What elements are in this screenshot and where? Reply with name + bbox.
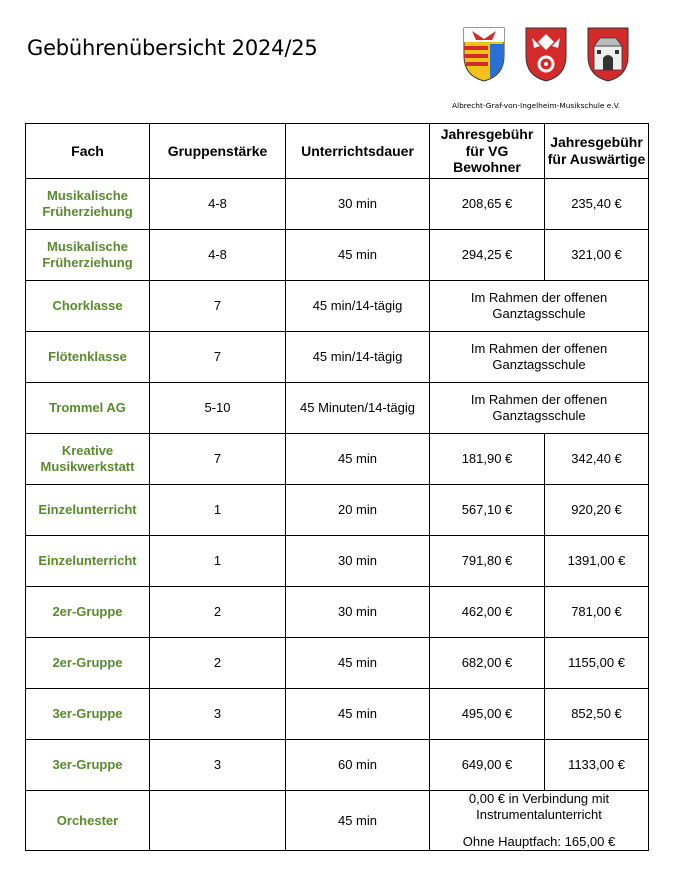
fach-cell: Musikalische Früherziehung [26,179,150,230]
gruppe-cell [150,791,286,851]
table-row [26,383,649,434]
fee-vg-cell: 791,80 € [430,536,545,587]
fee-vg-cell: 462,00 € [430,587,545,638]
dauer-cell: 30 min [286,587,430,638]
fee-ausw-cell: 235,40 € [545,179,649,230]
gruppe-cell: 2 [150,638,286,689]
table-body [26,179,649,851]
fach-cell: 3er-Gruppe [26,740,150,791]
fee-table [25,123,649,851]
fee-merged-cell: Im Rahmen der offenen Ganztagsschule [430,383,649,434]
gruppe-cell: 7 [150,332,286,383]
school-name: Albrecht-Graf-von-Ingelheim-Musikschule e.V. [452,101,621,110]
table-row [26,587,649,638]
header-fach: Fach [26,124,150,179]
table-row [26,638,649,689]
fee-ausw-cell: 920,20 € [545,485,649,536]
fee-vg-cell: 208,65 € [430,179,545,230]
orchester-fee-line2: Ohne Hauptfach: 165,00 € [462,834,616,850]
dauer-cell: 45 min [286,434,430,485]
coat-of-arms-1-icon [462,26,506,82]
fee-vg-cell: 294,25 € [430,230,545,281]
fach-cell: 2er-Gruppe [26,638,150,689]
table-row [26,434,649,485]
fee-vg-cell: 649,00 € [430,740,545,791]
table-row-orchester [26,791,649,851]
table-row [26,179,649,230]
fach-cell: Flötenklasse [26,332,150,383]
gruppe-cell: 4-8 [150,179,286,230]
fach-cell: Trommel AG [26,383,150,434]
gruppe-cell: 2 [150,587,286,638]
coat-of-arms-2-icon [524,26,568,82]
dauer-cell: 45 min/14-tägig [286,281,430,332]
fee-ausw-cell: 342,40 € [545,434,649,485]
fee-ausw-cell: 852,50 € [545,689,649,740]
table-row [26,485,649,536]
fee-vg-cell: 495,00 € [430,689,545,740]
dauer-cell: 45 min [286,791,430,851]
fach-cell: Orchester [26,791,150,851]
dauer-cell: 60 min [286,740,430,791]
fach-cell: Kreative Musikwerkstatt [26,434,150,485]
orchester-fee-line1: 0,00 € in Verbindung mit Instrumentalunterricht [468,791,610,822]
coats-of-arms [462,26,634,86]
dauer-cell: 20 min [286,485,430,536]
dauer-cell: 45 min [286,638,430,689]
fee-merged-cell: Im Rahmen der offenen Ganztagsschule [430,332,649,383]
fee-ausw-cell: 1133,00 € [545,740,649,791]
dauer-cell: 45 min [286,689,430,740]
table-row [26,332,649,383]
gruppe-cell: 1 [150,536,286,587]
fach-cell: Musikalische Früherziehung [26,230,150,281]
gruppe-cell: 5-10 [150,383,286,434]
dauer-cell: 45 Minuten/14-tägig [286,383,430,434]
coat-of-arms-3-icon [586,26,630,82]
fach-cell: 3er-Gruppe [26,689,150,740]
table-header-row [26,124,649,179]
fach-cell: Einzelunterricht [26,485,150,536]
fee-ausw-cell: 1155,00 € [545,638,649,689]
fach-cell: Chorklasse [26,281,150,332]
table-row [26,740,649,791]
gruppe-cell: 7 [150,281,286,332]
gruppe-cell: 3 [150,740,286,791]
table-row [26,281,649,332]
fach-cell: 2er-Gruppe [26,587,150,638]
dauer-cell: 30 min [286,179,430,230]
fee-ausw-cell: 321,00 € [545,230,649,281]
table-row [26,536,649,587]
dauer-cell: 30 min [286,536,430,587]
header-ausw: Jahresgebühr für Auswärtige [545,124,649,179]
fee-vg-cell: 181,90 € [430,434,545,485]
fee-orchester-cell [430,791,649,851]
dauer-cell: 45 min/14-tägig [286,332,430,383]
dauer-cell: 45 min [286,230,430,281]
fee-merged-cell: Im Rahmen der offenen Ganztagsschule [430,281,649,332]
gruppe-cell: 1 [150,485,286,536]
header-gruppe: Gruppenstärke [150,124,286,179]
fee-vg-cell: 567,10 € [430,485,545,536]
gruppe-cell: 3 [150,689,286,740]
fee-ausw-cell: 1391,00 € [545,536,649,587]
fee-ausw-cell: 781,00 € [545,587,649,638]
table-row [26,689,649,740]
gruppe-cell: 7 [150,434,286,485]
gruppe-cell: 4-8 [150,230,286,281]
header-vg: Jahresgebühr für VG Bewohner [430,124,545,179]
fach-cell: Einzelunterricht [26,536,150,587]
fee-vg-cell: 682,00 € [430,638,545,689]
table-row [26,230,649,281]
orchester-fee-gap [432,822,646,834]
page-title: Gebührenübersicht 2024/25 [27,36,318,60]
header-dauer: Unterrichtsdauer [286,124,430,179]
